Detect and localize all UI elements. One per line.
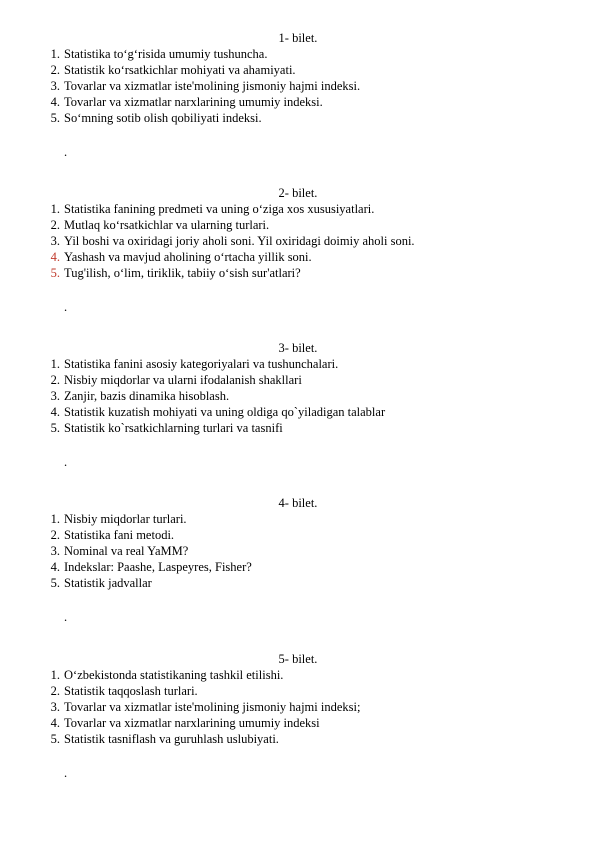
list-item [0,78,596,94]
list-item [0,527,596,543]
item-text: Tug'ilish, o‘lim, tiriklik, tabiiy o‘sish sur'atlari? [64,266,301,280]
item-number: 1. [50,47,60,61]
list-item [0,201,596,217]
list-item [0,699,596,715]
item-text: Yil boshi va oxiridagi joriy aholi soni. Yil oxiridagi doimiy aholi soni. [64,234,415,248]
list-item [0,356,596,372]
ticket-title: 5- bilet. [278,652,318,666]
item-text: Mutlaq ko‘rsatkichlar va ularning turlari. [64,218,270,232]
list-item [0,543,596,559]
item-number: 5. [50,732,60,746]
ticket-title: 2- bilet. [278,186,318,200]
ticket-title: 3- bilet. [278,341,318,355]
list-item [0,575,596,591]
item-text: Zanjir, bazis dinamika hisoblash. [64,389,230,403]
list-item [0,420,596,436]
list-item [0,372,596,388]
item-number: 3. [50,234,60,248]
item-number: 5. [50,576,60,590]
item-text: Tovarlar va xizmatlar iste'molining jismoniy hajmi indeksi; [64,700,361,714]
item-number: 1. [50,668,60,682]
list-item [0,233,596,249]
item-number: 2. [50,684,60,698]
item-number: 5. [50,421,60,435]
item-number: 2. [50,63,60,77]
item-number: 1. [50,202,60,216]
list-item [0,62,596,78]
item-text: So‘mning sotib olish qobiliyati indeksi. [64,111,262,125]
trailing-dot: . [64,300,68,314]
list-item [0,94,596,110]
list-item [0,249,596,265]
item-number: 4. [50,716,60,730]
item-number: 2. [50,373,60,387]
item-number: 4. [50,250,60,264]
item-text: Tovarlar va xizmatlar narxlarining umumiy indeksi. [64,95,323,109]
list-item [0,110,596,126]
item-text: Statistik kuzatish mohiyati va uning oldiga qo`yiladigan talablar [64,405,386,419]
list-item [0,683,596,699]
item-text: Statistik tasniflash va guruhlash uslubiyati. [64,732,279,746]
list-item [0,511,596,527]
item-text: Nisbiy miqdorlar va ularni ifodalanish shakllari [64,373,302,387]
list-item [0,265,596,281]
item-text: Indekslar: Paashe, Laspeyres, Fisher? [64,560,252,574]
item-number: 5. [50,111,60,125]
item-text: Nominal va real YaMM? [64,544,189,558]
item-text: Nisbiy miqdorlar turlari. [64,512,187,526]
item-number: 1. [50,357,60,371]
list-item [0,217,596,233]
item-number: 3. [50,79,60,93]
ticket-title: 1- bilet. [278,31,318,45]
item-text: O‘zbekistonda statistikaning tashkil etilishi. [64,668,284,682]
item-text: Statistika fanini asosiy kategoriyalari va tushunchalari. [64,357,339,371]
list-item [0,559,596,575]
item-text: Tovarlar va xizmatlar narxlarining umumiy indeksi [64,716,320,730]
item-text: Yashash va mavjud aholining o‘rtacha yillik soni. [64,250,312,264]
ticket-title: 4- bilet. [278,496,318,510]
item-number: 2. [50,218,60,232]
item-number: 3. [50,700,60,714]
list-item [0,715,596,731]
item-number: 2. [50,528,60,542]
list-item [0,46,596,62]
trailing-dot: . [64,766,68,780]
list-item [0,404,596,420]
item-number: 5. [50,266,60,280]
item-text: Statistik taqqoslash turlari. [64,684,198,698]
trailing-dot: . [64,145,68,159]
item-text: Statistik ko`rsatkichlarning turlari va tasnifi [64,421,283,435]
item-text: Statistika fanining predmeti va uning o‘ziga xos xususiyatlari. [64,202,375,216]
trailing-dot: . [64,610,68,624]
item-text: Tovarlar va xizmatlar iste'molining jismoniy hajmi indeksi. [64,79,361,93]
list-item [0,731,596,747]
item-number: 3. [50,544,60,558]
item-text: Statistika fani metodi. [64,528,175,542]
list-item [0,388,596,404]
item-number: 4. [50,95,60,109]
item-text: Statistik ko‘rsatkichlar mohiyati va ahamiyati. [64,63,296,77]
item-text: Statistik jadvallar [64,576,152,590]
item-number: 1. [50,512,60,526]
item-number: 3. [50,389,60,403]
item-text: Statistika to‘g‘risida umumiy tushuncha. [64,47,268,61]
list-item [0,667,596,683]
item-number: 4. [50,405,60,419]
item-number: 4. [50,560,60,574]
trailing-dot: . [64,455,68,469]
